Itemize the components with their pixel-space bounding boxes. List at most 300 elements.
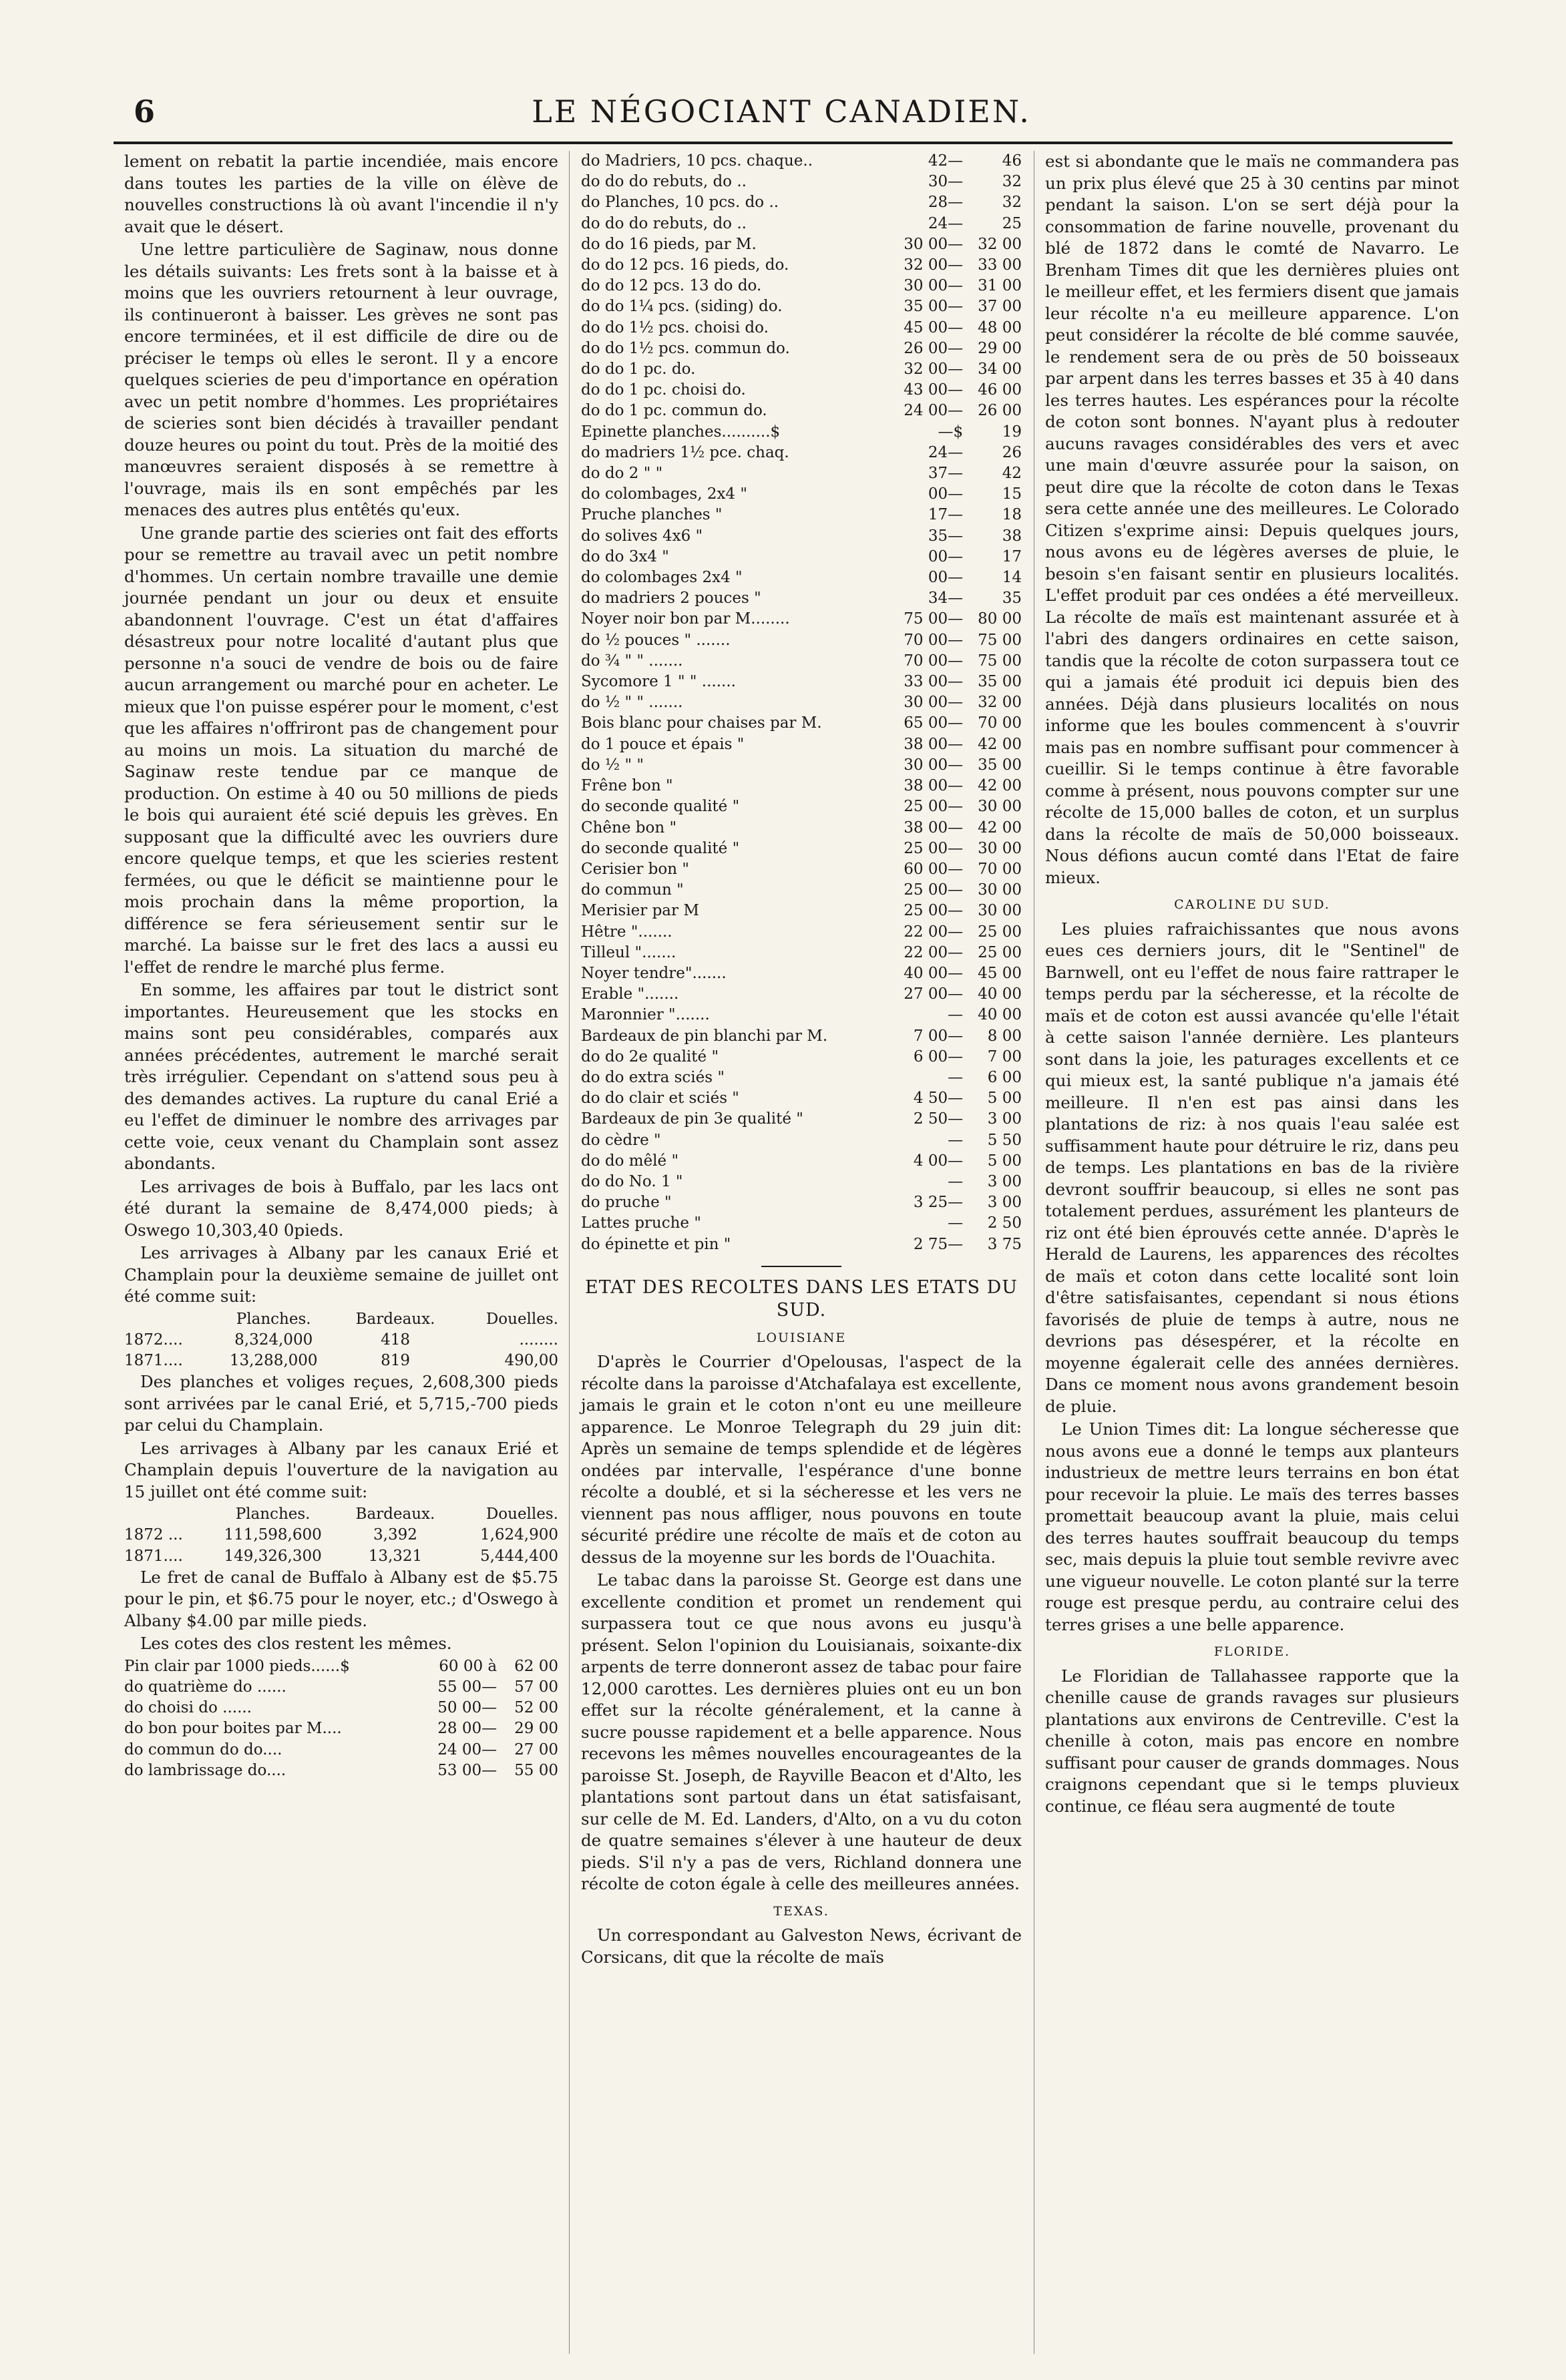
price-value: 62 00: [514, 1657, 558, 1675]
price-item: Chêne bon ": [581, 818, 677, 837]
price-value: 35—: [928, 527, 964, 545]
price-value: 24 00—: [437, 1740, 498, 1758]
price-value: 42 00: [978, 735, 1022, 753]
table-cell: 1872 ...: [124, 1526, 183, 1544]
price-value: 00—: [928, 547, 964, 565]
price-value: 22 00—: [904, 923, 964, 941]
price-value: 46: [1002, 152, 1022, 170]
price-value: 52 00: [514, 1699, 558, 1717]
arrivals-table-1: [124, 1309, 558, 1372]
price-row: [581, 1130, 1022, 1151]
column-2: [581, 151, 1022, 1969]
price-item: do do 1½ pcs. commun do.: [581, 339, 790, 357]
price-value: 2 50—: [913, 1110, 964, 1128]
price-value: 33 00: [978, 256, 1022, 274]
price-value: 25: [1002, 214, 1022, 232]
price-value: 3 25—: [913, 1194, 964, 1212]
table-cell: 13,288,000: [229, 1351, 318, 1369]
price-row: [581, 401, 1022, 421]
price-item: do ½ " ": [581, 756, 644, 774]
price-value: 25 00—: [904, 839, 964, 857]
price-row: [581, 338, 1022, 359]
price-item: do do 1 pc. commun do.: [581, 402, 767, 420]
price-item: do do do rebuts, do ..: [581, 173, 747, 191]
price-row: [581, 151, 1022, 172]
price-value: 75 00: [978, 631, 1022, 649]
price-value: 55 00: [514, 1761, 558, 1779]
price-value: —: [948, 1172, 964, 1190]
price-item: do do extra sciés ": [581, 1068, 725, 1086]
price-list-1: [124, 1656, 558, 1781]
price-value: 46 00: [978, 381, 1022, 399]
paragraph: Un correspondant au Galveston News, écrivant de Corsicans, dit que la récolte de maïs: [581, 1925, 1022, 1967]
price-item: do pruche ": [581, 1194, 672, 1212]
paragraph: Le Floridian de Tallahassee rapporte que la chenille cause de grands ravages sur plusieurs plantations aux environs de Centreville. C'est la chenille à coton, mais pas encore en nombre suffisant pour causer de grands dommages. Nous craignons cependant que si le temps pluvieux continue, ce fléau sera augmenté de toute: [1045, 1666, 1459, 1816]
paragraph: Des planches et voliges reçues, 2,608,300 pieds sont arrivées par le canal Erié, et 5,715,-700 pieds par celui du Champlain.: [124, 1372, 558, 1435]
price-row: [581, 1234, 1022, 1255]
price-value: 2 50: [987, 1214, 1022, 1232]
price-value: 27 00: [514, 1740, 558, 1758]
table-header: Planches.: [236, 1310, 311, 1328]
price-value: 15: [1002, 485, 1022, 503]
price-row: [581, 547, 1022, 567]
price-value: 30 00—: [904, 235, 964, 253]
price-value: 32 00: [978, 694, 1022, 712]
price-row: [124, 1760, 558, 1781]
table-header: Bardeaux.: [355, 1310, 435, 1328]
header-rule: [114, 142, 1452, 144]
price-row: [581, 380, 1022, 401]
price-value: 18: [1002, 506, 1022, 524]
price-item: Maronnier ".......: [581, 1006, 710, 1024]
price-value: —: [948, 1006, 964, 1024]
section-heading: ETAT DES RECOLTES DANS LES ETATS DU SUD.: [585, 1276, 1018, 1321]
price-row: [581, 943, 1022, 963]
price-value: 40 00: [978, 985, 1022, 1003]
paragraph: Le tabac dans la paroisse St. George est dans une excellente condition et promet un rendement qui surpassera tout ce que nous avons eu jusqu'à présent. Selon l'opinion du Louisianais, soixante-dix arpents de terre donneront assez de tabac pour faire 12,000 carottes. Les dernières pluies ont eu un bon effet sur la récolte généralement, et la canne à sucre pousse rapidement et a belle apparence. Nous recevons les mêmes nouvelles encourageantes de la paroisse St. Joseph, de Rayville Beacon et d'Alto, les plantations sont partout dans un état satisfaisant, sur celle de M. Ed. Landers, d'Alto, on a vu du coton de quatre semaines s'élever à une hauteur de deux pieds. S'il n'y a pas de vers, Richland donnera une récolte de coton égale à celle des meilleures années.: [581, 1570, 1022, 1894]
price-list-2: [581, 151, 1022, 1255]
price-item: do madriers 2 pouces ": [581, 589, 761, 608]
price-value: 30 00: [978, 839, 1022, 857]
price-item: Pin clair par 1000 pieds......$: [124, 1657, 350, 1675]
price-item: do do clair et sciés ": [581, 1090, 739, 1108]
price-value: 26 00—: [904, 339, 964, 357]
table-header: Planches.: [235, 1505, 311, 1523]
price-value: 65 00—: [904, 714, 964, 732]
paragraph: Les cotes des clos restent les mêmes.: [140, 1634, 452, 1654]
price-row: [581, 234, 1022, 255]
table-cell: 1871....: [124, 1547, 183, 1565]
price-value: 38 00—: [904, 818, 964, 837]
price-item: do commun do do....: [124, 1740, 282, 1758]
price-item: Noyer noir bon par M........: [581, 610, 790, 628]
table-header-row: [124, 1504, 558, 1525]
price-row: [581, 839, 1022, 859]
column-3: [1045, 151, 1459, 1819]
paragraph: est si abondante que le maïs ne commandera pas un prix plus élevé que 25 à 30 centins par minot pendant la saison. L'on se sert déjà pour la consommation de farine nouvelle, provenant du blé de 1872 dans le comté de Navarro. Le Brenham Times dit que les dernières pluies ont le meilleur effet, et les fermiers disent que jamais leur récolte n'a eu meilleure apparence. L'on peut considérer la récolte de blé comme sauvée, le rendement sera de ou près de 50 boisseaux par arpent dans les terres basses et 35 à 40 dans les terres hautes. Les espérances pour la récolte de coton sont bonnes. N'ayant plus à redouter aucuns ravages considérables des vers et avec une main d'œuvre assurée pour la saison, on peut dire que la récolte de coton dans le Texas sera cette année une des meilleures. Le Colorado Citizen s'exprime ainsi: Depuis quelques jours, nous avons eu de légères averses de pluie, le besoin s'en faisant sentir en plusieurs localités. L'effet produit par ces ondées a été merveilleux. La récolte de maïs est maintenant assurée et à l'abri des dangers ordinaires en cette saison, tandis que la récolte de coton surpassera tout ce qui a jamais été produit ici depuis bien des années. Déjà dans plusieurs localités on nous informe que les boules commencent à s'ouvrir mais pas en nombre suffisant pour commencer à cueillir. Si le temps continue à être favorable comme à présent, nous pouvons compter sur une récolte de 15,000 balles de coton, et un surplus dans la récolte de maïs de 50,000 boisseaux. Nous défions aucun comté dans l'Etat de faire mieux.: [1045, 152, 1459, 887]
price-value: 26: [1002, 443, 1022, 461]
price-row: [581, 880, 1022, 901]
price-value: 30 00: [978, 902, 1022, 920]
price-value: 70 00: [978, 714, 1022, 732]
price-item: do do 1¼ pcs. (siding) do.: [581, 298, 783, 316]
table-cell: 111,598,600: [224, 1526, 322, 1544]
table-cell: 3,392: [373, 1526, 417, 1544]
price-item: Merisier par M: [581, 902, 699, 920]
table-cell: 5,444,400: [479, 1547, 558, 1565]
price-item: do do 2 " ": [581, 465, 663, 483]
price-item: do 1 pouce et épais ": [581, 735, 745, 753]
price-item: do madriers 1½ pce. chaq.: [581, 443, 789, 461]
price-row: [581, 463, 1022, 484]
price-value: —: [948, 1131, 964, 1149]
price-item: do choisi do ......: [124, 1699, 252, 1717]
price-value: 14: [1002, 569, 1022, 587]
price-value: 50 00—: [437, 1699, 498, 1717]
paragraph: Les pluies rafraichissantes que nous avons eues ces derniers jours, dit le "Sentinel" de Barnwell, ont eu l'effet de nous faire rattraper le temps perdu par la sécheresse, et la récolte de maïs et de coton est aussi avancée qu'elle l'était à cette saison l'année dernière. Les planteurs sont dans la joie, les paturages excellents et ce qui mieux est, la santé publique n'a jamais été meilleure. Il n'en est pas ainsi dans les plantations de riz: à nos quais l'eau salée est suffisamment haute pour détruire le riz, dans peu de temps. Les plantations en bas de la rivière devront souffrir beaucoup, si elles ne sont pas totalement perdues, assurément les planteurs de riz ont été bien éprouvés cette année. D'après le Herald de Laurens, les apparences des récoltes de maïs et coton dans cette localité sont loin d'être satisfaisantes, cependant si nous étions favorisés de pluie de temps à autre, nous ne devrions pas désespérer, et la récolte en moyenne égalerait celle des années dernières. Dans ce moment nous avons grandement besoin de pluie.: [1045, 919, 1459, 1416]
price-value: 30 00—: [904, 756, 964, 774]
price-item: do solives 4x6 ": [581, 527, 703, 545]
price-item: do do 12 pcs. 13 do do.: [581, 277, 762, 295]
price-item: do do 3x4 ": [581, 547, 669, 565]
price-value: 30—: [928, 173, 964, 191]
price-value: 17—: [928, 506, 964, 524]
price-item: Pruche planches ": [581, 506, 723, 524]
price-item: do colombages, 2x4 ": [581, 485, 747, 503]
price-item: Lattes pruche ": [581, 1214, 701, 1232]
price-item: do ½ " " .......: [581, 694, 683, 712]
price-value: —: [948, 1068, 964, 1086]
price-row: [581, 567, 1022, 588]
price-value: 70 00—: [904, 631, 964, 649]
price-row: [581, 984, 1022, 1005]
price-value: 5 00: [987, 1152, 1022, 1170]
price-value: 32 00: [978, 235, 1022, 253]
price-value: 35 00: [978, 673, 1022, 691]
section-divider: [761, 1266, 841, 1267]
price-row: [581, 734, 1022, 755]
price-item: Hêtre ".......: [581, 923, 672, 941]
price-row: [581, 214, 1022, 234]
price-item: do bon pour boites par M....: [124, 1720, 342, 1738]
price-row: [581, 1109, 1022, 1130]
price-item: do ¾ " " .......: [581, 652, 683, 670]
price-item: do do 16 pieds, par M.: [581, 235, 757, 253]
price-row: [581, 588, 1022, 609]
table-cell: 418: [381, 1331, 410, 1349]
price-value: 26 00: [978, 402, 1022, 420]
price-value: 35 00—: [904, 298, 964, 316]
price-value: 30 00: [978, 798, 1022, 816]
price-value: 32 00—: [904, 256, 964, 274]
table-cell: 8,324,000: [234, 1331, 313, 1349]
price-row: [581, 692, 1022, 713]
price-row: [581, 901, 1022, 921]
price-row: [581, 318, 1022, 338]
subsection-heading-louisiane: LOUISIANE: [756, 1330, 847, 1345]
price-item: do ½ pouces " .......: [581, 631, 731, 649]
price-value: 17: [1002, 547, 1022, 565]
table-row: [124, 1351, 558, 1371]
table-row: [124, 1330, 558, 1351]
price-row: [581, 1213, 1022, 1234]
price-item: do do 1 pc. do.: [581, 361, 696, 379]
price-value: 70 00—: [904, 652, 964, 670]
price-value: 35: [1002, 589, 1022, 608]
column-divider-1: [569, 151, 570, 2354]
paragraph: Les arrivages de bois à Buffalo, par les lacs ont été durant la semaine de 8,474,000 pieds; à Oswego 10,303,40 0pieds.: [124, 1176, 558, 1240]
paragraph: Le Union Times dit: La longue sécheresse que nous avons eue a donné le temps aux planteurs industrieux de mettre leurs terrains en bon état pour recevoir la pluie. Le maïs des terres basses promettait beaucoup avant la pluie, mais celui des terres hautes souffrait beaucoup du temps sec, mais depuis la pluie tout semble revivre avec une vigueur nouvelle. Le coton planté sur la terre rouge est presque perdu, au contraire celui des terres grises a une belle apparence.: [1045, 1419, 1459, 1634]
price-value: 4 00—: [913, 1152, 964, 1170]
price-item: Tilleul ".......: [581, 943, 676, 961]
table-row: [124, 1525, 558, 1545]
price-value: 4 50—: [913, 1090, 964, 1108]
table-row: [124, 1546, 558, 1567]
price-value: 34 00: [978, 361, 1022, 379]
price-value: 33 00—: [904, 673, 964, 691]
price-value: 70 00: [978, 860, 1022, 878]
price-row: [581, 505, 1022, 525]
price-value: 32 00—: [904, 361, 964, 379]
price-value: 55 00—: [437, 1678, 498, 1696]
price-value: 60 00 à: [439, 1657, 498, 1675]
price-item: do do 1½ pcs. choisi do.: [581, 318, 769, 336]
price-row: [581, 484, 1022, 505]
arrivals-table-2: [124, 1504, 558, 1567]
price-item: do do 1 pc. choisi do.: [581, 381, 746, 399]
price-value: 40 00: [978, 1006, 1022, 1024]
price-row: [581, 755, 1022, 776]
price-item: do do do rebuts, do ..: [581, 214, 747, 232]
price-row: [581, 296, 1022, 317]
page-header: [114, 93, 1449, 134]
price-item: do Madriers, 10 pcs. chaque..: [581, 152, 813, 170]
price-row: [581, 672, 1022, 692]
price-item: do seconde qualité ": [581, 839, 740, 857]
price-value: 42 00: [978, 777, 1022, 795]
paragraph: En somme, les affaires par tout le district sont importantes. Heureusement que les stocks en mains sont peu considérables, comparés aux années précédentes, autrement le marché serait très irrégulier. Cependant on s'attend sous peu à des demandes actives. La rupture du canal Erié a eu l'effet de diminuer le nombre des arrivages par cette voie, ceux venant du Champlain sont assez abondants.: [124, 980, 558, 1173]
price-item: do seconde qualité ": [581, 798, 740, 816]
price-row: [581, 443, 1022, 463]
table-cell: 1,624,900: [479, 1526, 558, 1544]
price-row: [581, 192, 1022, 213]
price-item: do do 12 pcs. 16 pieds, do.: [581, 256, 789, 274]
price-item: do Planches, 10 pcs. do ..: [581, 194, 779, 212]
price-value: 25 00: [978, 923, 1022, 941]
price-value: 3 00: [987, 1110, 1022, 1128]
price-item: do lambrissage do....: [124, 1761, 286, 1779]
price-value: 48 00: [978, 318, 1022, 336]
price-value: 38 00—: [904, 777, 964, 795]
price-value: —: [948, 1214, 964, 1232]
price-value: 53 00—: [437, 1761, 498, 1779]
price-value: 3 00: [987, 1194, 1022, 1212]
price-row: [124, 1656, 558, 1677]
price-item: Bois blanc pour chaises par M.: [581, 714, 822, 732]
table-header: [124, 1504, 205, 1525]
price-value: 24—: [928, 214, 964, 232]
paragraph: Une lettre particulière de Saginaw, nous donne les détails suivants: Les frets sont à la baisse et à moins que les ouvriers retournent à leur ouvrage, ils continueront à baisser. Les grèves ne sont pas encore terminées, et il est difficile de dire ou de préciser le temps où elles le seront. Il y a encore quelques scieries de peu d'importance en opération avec un petit nombre d'hommes. Les propriétaires de scieries sont bien décidés à travailler pendant douze heures ou point du tout. Près de la moitié des manœuvres seraient disposés à se remettre à l'ouvrage, mais ils en sont empêchés par les menaces des autres plus entêtés qu'eux.: [124, 240, 558, 519]
price-value: 40 00—: [904, 964, 964, 982]
price-value: 28 00—: [437, 1720, 498, 1738]
table-cell: ........: [519, 1331, 558, 1349]
price-value: 45 00—: [904, 318, 964, 336]
price-item: do quatrième do ......: [124, 1678, 286, 1696]
price-row: [581, 255, 1022, 276]
price-row: [581, 630, 1022, 651]
price-value: 28—: [928, 194, 964, 212]
price-value: 32: [1002, 194, 1022, 212]
paragraph: D'après le Courrier d'Opelousas, l'aspect de la récolte dans la paroisse d'Atchafalaya est excellente, jamais le grain et le coton n'ont eu une meilleure apparence. Le Monroe Telegraph du 29 juin dit: Après un semaine de temps splendide et de légères ondées par intervalle, l'espérance d'une bonne récolte a doublé, et si la sécheresse et les vers ne viennent pas nous affliger, nous pouvons en toute sécurité prédire une récolte de maïs et de coton au dessus de la moyenne sur les bords de l'Ouachita.: [581, 1352, 1022, 1567]
price-value: 8 00: [987, 1027, 1022, 1045]
price-row: [124, 1718, 558, 1739]
table-header: [124, 1309, 210, 1330]
price-row: [581, 776, 1022, 796]
price-value: 25 00—: [904, 902, 964, 920]
price-item: do do 2e qualité ": [581, 1047, 719, 1065]
price-row: [581, 276, 1022, 296]
paragraph: Les arrivages à Albany par les canaux Erié et Champlain depuis l'ouverture de la navigation au 15 juillet ont été comme suit:: [124, 1438, 558, 1501]
price-value: 60 00—: [904, 860, 964, 878]
price-value: 30 00—: [904, 277, 964, 295]
price-row: [581, 796, 1022, 817]
price-value: 38 00—: [904, 735, 964, 753]
price-item: do do No. 1 ": [581, 1172, 683, 1190]
price-value: 24—: [928, 443, 964, 461]
price-item: Cerisier bon ": [581, 860, 689, 878]
price-value: 43 00—: [904, 381, 964, 399]
price-value: 22 00—: [904, 943, 964, 961]
price-value: 5 50: [987, 1131, 1022, 1149]
price-row: [124, 1698, 558, 1718]
price-value: 29 00: [978, 339, 1022, 357]
column-1: [124, 151, 558, 1781]
price-row: [581, 1026, 1022, 1047]
price-value: 30 00—: [904, 694, 964, 712]
price-value: 45 00: [978, 964, 1022, 982]
price-item: Bardeaux de pin blanchi par M.: [581, 1027, 828, 1045]
price-row: [581, 922, 1022, 943]
price-value: 75 00: [978, 652, 1022, 670]
price-value: 19: [1002, 423, 1022, 441]
price-row: [581, 818, 1022, 839]
price-row: [581, 859, 1022, 880]
price-value: 2 75—: [913, 1235, 964, 1253]
price-value: 24 00—: [904, 402, 964, 420]
price-value: 00—: [928, 485, 964, 503]
price-item: Epinette planches..........$: [581, 423, 781, 441]
price-row: [581, 963, 1022, 984]
price-row: [581, 1172, 1022, 1192]
price-value: 37—: [928, 465, 964, 483]
price-row: [581, 172, 1022, 192]
price-value: 75 00—: [904, 610, 964, 628]
table-cell: 1871....: [124, 1351, 183, 1369]
table-header: Bardeaux.: [355, 1505, 435, 1523]
price-item: Noyer tendre".......: [581, 964, 727, 982]
price-value: 34—: [928, 589, 964, 608]
price-row: [124, 1677, 558, 1698]
price-value: 31 00: [978, 277, 1022, 295]
price-value: —$: [938, 423, 964, 441]
price-item: do commun ": [581, 881, 684, 899]
price-row: [581, 609, 1022, 630]
price-value: 6 00: [987, 1068, 1022, 1086]
paragraph: Le fret de canal de Buffalo à Albany est de $5.75 pour le pin, et $6.75 pour le noyer, etc.; d'Oswego à Albany $4.00 par mille pieds.: [124, 1567, 558, 1630]
price-value: 35 00: [978, 756, 1022, 774]
paragraph: Les arrivages à Albany par les canaux Erié et Champlain pour la deuxième semaine de juillet ont été comme suit:: [124, 1243, 558, 1306]
price-value: 42: [1002, 465, 1022, 483]
price-item: Bardeaux de pin 3e qualité ": [581, 1110, 803, 1128]
price-item: do colombages 2x4 ": [581, 569, 743, 587]
price-value: 29 00: [514, 1720, 558, 1738]
price-row: [581, 1005, 1022, 1025]
price-row: [581, 1192, 1022, 1213]
price-value: 37 00: [978, 298, 1022, 316]
price-value: 5 00: [987, 1090, 1022, 1108]
subsection-heading-floride: FLORIDE.: [1213, 1644, 1291, 1659]
price-item: Frêne bon ": [581, 777, 673, 795]
price-value: 30 00: [978, 881, 1022, 899]
table-header: Douelles.: [485, 1505, 558, 1523]
price-item: do épinette et pin ": [581, 1235, 731, 1253]
price-item: do cèdre ": [581, 1131, 661, 1149]
price-row: [581, 651, 1022, 672]
price-value: 6 00—: [913, 1047, 964, 1065]
price-value: 27 00—: [904, 985, 964, 1003]
price-value: 3 00: [987, 1172, 1022, 1190]
price-row: [581, 422, 1022, 443]
table-cell: 490,00: [504, 1351, 558, 1369]
table-cell: 819: [381, 1351, 410, 1369]
price-row: [581, 713, 1022, 734]
price-row: [581, 1151, 1022, 1172]
price-value: 3 75: [987, 1235, 1022, 1253]
page-number: 6: [134, 93, 156, 130]
subsection-heading-texas: TEXAS.: [773, 1903, 829, 1919]
price-row: [581, 526, 1022, 547]
price-value: 80 00: [978, 610, 1022, 628]
table-cell: 1872....: [124, 1331, 183, 1349]
price-row: [581, 1047, 1022, 1067]
price-row: [581, 1067, 1022, 1088]
price-item: Sycomore 1 " " .......: [581, 673, 736, 691]
table-header-row: [124, 1309, 558, 1330]
price-row: [124, 1740, 558, 1760]
table-cell: 13,321: [368, 1547, 423, 1565]
price-value: 42—: [928, 152, 964, 170]
price-row: [581, 359, 1022, 380]
price-item: do do mêlé ": [581, 1152, 679, 1170]
price-value: 38: [1002, 527, 1022, 545]
price-value: 25 00—: [904, 881, 964, 899]
table-header: Douelles.: [485, 1310, 558, 1328]
price-item: Erable ".......: [581, 985, 679, 1003]
table-cell: 149,326,300: [224, 1547, 322, 1565]
price-value: 32: [1002, 173, 1022, 191]
price-value: 25 00—: [904, 798, 964, 816]
price-value: 25 00: [978, 943, 1022, 961]
price-value: 7 00—: [913, 1027, 964, 1045]
price-value: 42 00: [978, 818, 1022, 837]
price-value: 7 00: [987, 1047, 1022, 1065]
paragraph: Une grande partie des scieries ont fait des efforts pour se remettre au travail avec un petit nombre d'hommes. Un certain nombre travaille une demie journée pendant un jour ou deux et ensuite abandonnent l'ouvrage. C'est un état d'affaires désastreux pour notre localité d'autant plus que personne n'a souci de vendre de bois ou de faire aucun arrangement ou marché pour en acheter. Le mieux que l'on puisse espérer pour le moment, c'est que les affaires n'offriront pas de changement pour au moins un mois. La situation du marché de Saginaw reste tendue par ce manque de production. On estime à 40 ou 50 millions de pieds le bois qui auraient été scié depuis les grèves. En supposant que la difficulté avec les ouvriers dure encore quelque temps, et que les scieries restent fermées, ou que le déficit se maintienne pour le mois prochain dans la même proportion, la différence se fera sérieusement sentir sur le marché. La baisse sur le fret des lacs a aussi eu l'effet de rendre le marché plus ferme.: [124, 523, 558, 977]
newspaper-title: LE NÉGOCIANT CANADIEN.: [532, 93, 1031, 130]
price-value: 00—: [928, 569, 964, 587]
subsection-heading-caroline: CAROLINE DU SUD.: [1174, 897, 1330, 912]
paragraph: lement on rebatit la partie incendiée, mais encore dans toutes les parties de la ville on élève de nouvelles constructions là où avant l'incendie il n'y avait que le désert.: [124, 152, 558, 236]
price-row: [581, 1088, 1022, 1109]
